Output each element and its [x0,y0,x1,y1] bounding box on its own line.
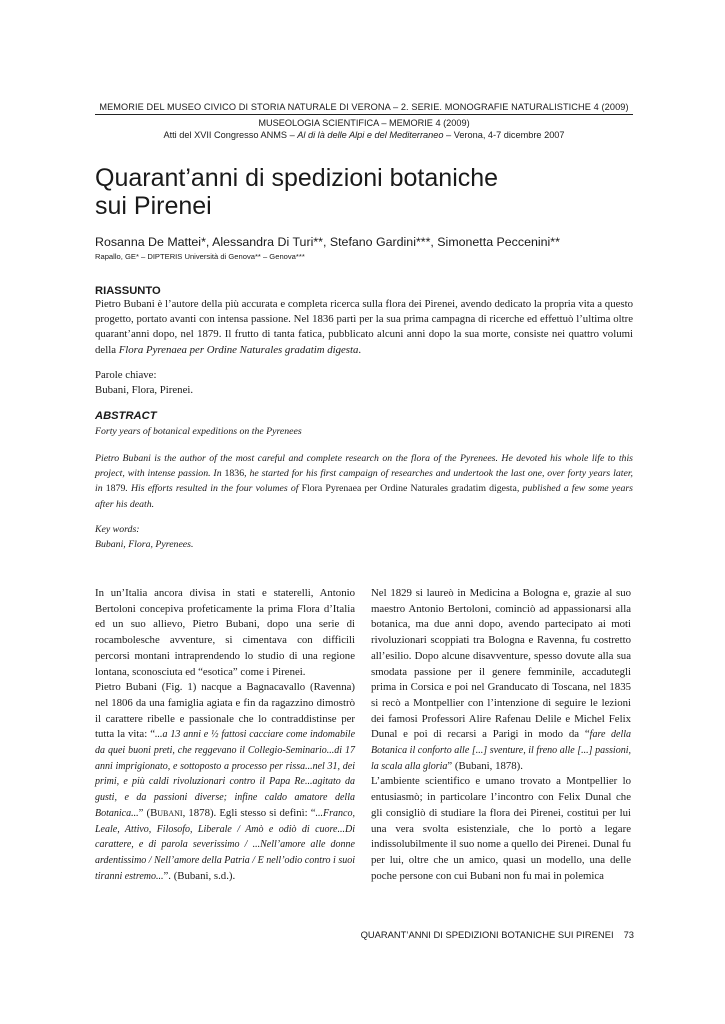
riassunto-text [95,297,633,358]
flora-title-italic: Flora Pyrenaea per Ordine Naturales gradatim digesta [118,343,359,356]
congress-line-suffix: – Verona, 4-7 dicembre 2007 [443,130,565,140]
congress-line [95,129,633,141]
body-paragraph [95,680,355,884]
body-text-segment: Pietro Bubani (Fig. 1) nacque a Bagnacavallo (Ravenna) nel 1806 da una famiglia agiata e fin da ragazzino dimostrò il carattere ribelle e passionale che lo contraddistinse per tutta la vita: “ [95,681,355,741]
key-words-label: Key words: [95,524,140,535]
parole-chiave-label: Parole chiave: [95,369,157,381]
body-paragraph: In un’Italia ancora divisa in stati e staterelli, Antonio Bertoloni concepiva profeticamente la prima Flora d’Italia ed un suo allievo, Pietro Bubani, dopo una serie di rocambolesche avventure, si cimentava con difficili percorsi montani intraprendendo lo studio di una regione lontana, sconosciuta ed “esotica” come i Pirenei. [95,587,355,678]
body-column-right [371,586,631,884]
journal-issue-line: MUSEOLOGIA SCIENTIFICA – MEMORIE 4 (2009) [258,118,470,128]
bubani-quote-self-description: ...Franco, Leale, Attivo, Filosofo, Liberale / Amò e odiò di cuore...Di carattere, e di parola severissimo / ...Nell’amore alle donne ardentissimo / Nell’amore della Patria / E nell’odio contro i suoi tiranni estremo... [95,807,355,882]
riassunto-heading: RIASSUNTO [95,285,161,297]
congress-title: Al di là delle Alpi e del Mediterraneo [297,130,444,140]
bubani-quote-youth: ...a 13 anni e ½ fattosi cacciare come indomabile da quei buoni preti, che reggevano il Collegio-Seminario...di 17 anni imprigionato, e sottoposto a processo per rissa...nel 31, dei primi, e più caldi rivoluzionari contro il Papa Re...agitato da gusti, e da passioni diverse; infine caldo amatore della Botanica... [95,729,356,819]
body-text-segment: ” ( [138,806,151,819]
key-words-values: Bubani, Flora, Pyrenees. [95,539,194,550]
bubani-quote-botany: fare della Botanica il conforto alle [...] sventure, il freno alle [...] passioni, la scala alla gloria [371,729,632,772]
article-title [95,164,633,220]
abstract-year-1836: 1836 [224,468,245,480]
body-text-segment: , 1878). Egli stesso si definì: “ [182,806,316,819]
abstract-text-part-1: Pietro Bubani is the author of the most careful and complete research on the flora of the Pyrenees. He devoted his whole life to this project, with intense passion. In [95,453,633,480]
riassunto-text-main: Pietro Bubani è l’autore della più accurata e completa ricerca sulla flora dei Pirenei, avendo dedicato la propria vita a questo progetto, portato avanti con intensa passione. Nel 1836 partì per la sua prima campagna di ricerche ed effettuò l’ultima oltre quarant’anni dopo, nel 1879. Il frutto di tanta fatica, pubblicato alcuni anni dopo la sua morte, consiste nei quattro volumi della [95,298,633,356]
article-title-line-1: Quarant’anni di spedizioni botaniche [95,164,499,192]
abstract-heading: ABSTRACT [95,410,157,422]
body-text-segment: Nel 1829 si laureò in Medicina a Bologna e, grazie al suo maestro Antonio Bertoloni, cominciò ad appassionarsi alla botanica, ma due anni dopo, avendo partecipato ai moti rivoluzionari scoppiati tra Bologna e Ravenna, fu costretto all’esilio. Dopo alcune disavventure, spesso dovute alla sua smodata passione per il genere femminile, accadutegli prima in Corsica e poi nel Granducato di Toscana, nel 1835 si recò a Montpellier con l’intenzione di seguire le lezioni dei famosi Professori Alire Rafenau Delile e Michel Felix Dunal e poi di recarsi a Parigi in modo da “ [371,587,631,741]
author-list: Rosanna De Mattei*, Alessandra Di Turi**, Stefano Gardini***, Simonetta Peccenini** [95,235,560,249]
abstract-text-part-2: , he started for his first campaign of researches and undertook the last one, over forty years later, in [95,468,633,495]
body-text-segment: ” (Bubani, 1878). [447,759,523,772]
page-footer [360,929,634,941]
article-title-line-2: sui Pirenei [95,192,212,220]
abstract-text-part-4: , published a few some years after his death. [95,483,633,510]
abstract-text [95,451,633,512]
running-title: QUARANT’ANNI DI SPEDIZIONI BOTANICHE SUI PIRENEI [360,929,614,940]
congress-line-prefix: Atti del XVII Congresso ANMS – [163,130,298,140]
abstract-english-title: Forty years of botanical expeditions on the Pyrenees [95,426,302,437]
body-paragraph [371,586,631,774]
abstract-year-1879: 1879 [105,483,126,495]
abstract-flora-title: Flora Pyrenaea per Ordine Naturales gradatim digesta [301,483,517,495]
body-text-segment: ”. (Bubani, s.d.). [163,869,236,882]
body-paragraph: L’ambiente scientifico e umano trovato a Montpellier lo entusiasmò; in particolare l’incontro con Felix Dunal che gli consigliò di studiare la flora dei Pirenei, costituì per lui una vera svolta esistenziale, che lo portò a legare indissolubilmente il suo nome a quello dei Pirenei. Dunal fu per lui, oltre che un amico, quasi un modello, una delle poche persone con cui Bubani non fu mai in polemica [371,775,631,882]
page-number: 73 [623,929,634,940]
author-affiliations: Rapallo, GE* – DIPTERIS Università di Genova** – Genova*** [95,252,305,261]
riassunto-text-end: . [358,343,362,356]
journal-series-header: MEMORIE DEL MUSEO CIVICO DI STORIA NATURALE DI VERONA – 2. SERIE. MONOGRAFIE NATURALISTICHE 4 (2009) [99,102,629,112]
citation-author: Bubani [150,806,183,819]
abstract-text-part-3: . His efforts resulted in the four volumes of [125,483,302,495]
body-column-left [95,586,355,884]
parole-chiave-values: Bubani, Flora, Pirenei. [95,384,194,396]
header-rule [95,114,633,115]
